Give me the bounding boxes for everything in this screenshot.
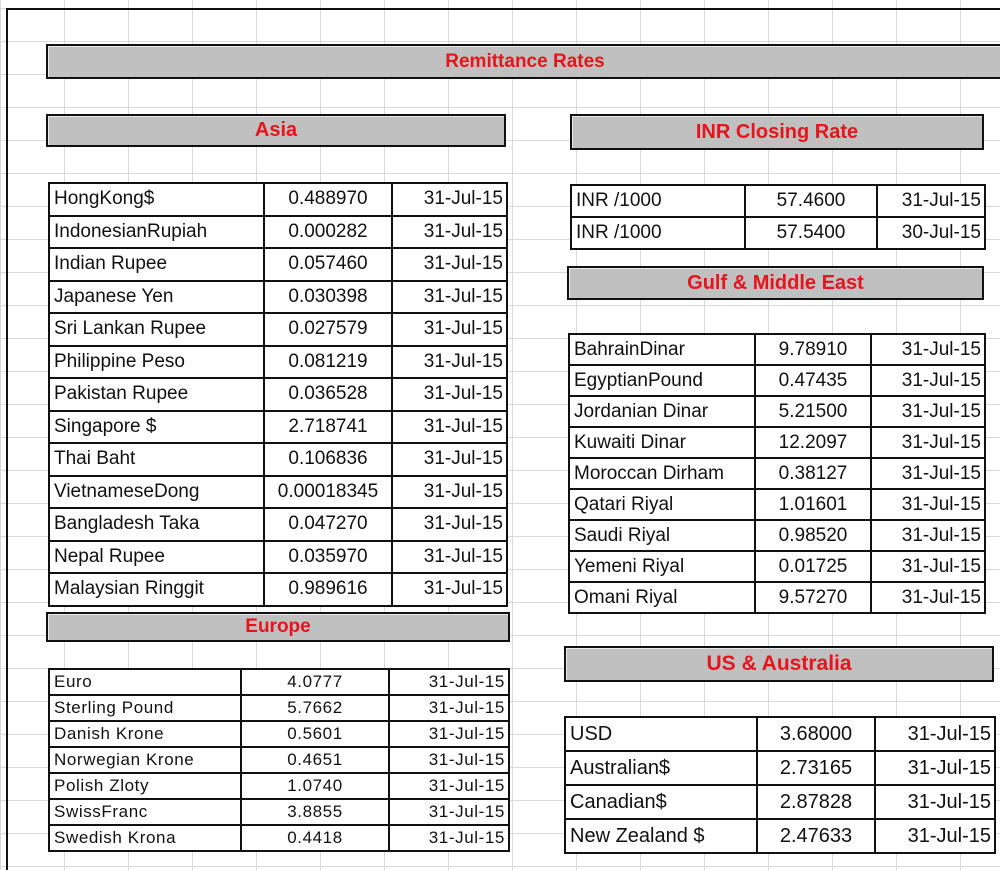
table-row (569, 551, 985, 582)
us-table (564, 716, 996, 854)
rate-cell: 1.0740 (241, 773, 389, 799)
currency-name-cell: New Zealand $ (565, 819, 757, 853)
page-title-text: Remittance Rates (445, 50, 605, 72)
page-title (46, 44, 1000, 79)
rate-cell: 0.081219 (264, 346, 392, 379)
currency-name-cell: Canadian$ (565, 785, 757, 819)
date-cell: 31-Jul-15 (389, 747, 509, 773)
date-cell: 31-Jul-15 (871, 458, 985, 489)
date-cell: 31-Jul-15 (875, 751, 995, 785)
rate-cell: 5.21500 (755, 396, 871, 427)
europe-table (48, 668, 510, 852)
rate-cell: 0.000282 (264, 216, 392, 249)
table-row (49, 747, 509, 773)
date-cell: 31-Jul-15 (392, 183, 507, 216)
currency-name-cell: Kuwaiti Dinar (569, 427, 755, 458)
rate-cell: 0.38127 (755, 458, 871, 489)
table-row (569, 396, 985, 427)
date-cell: 31-Jul-15 (871, 427, 985, 458)
inr-table (570, 184, 986, 250)
date-cell: 30-Jul-15 (877, 217, 985, 249)
date-cell: 31-Jul-15 (392, 346, 507, 379)
date-cell: 31-Jul-15 (392, 443, 507, 476)
date-cell: 31-Jul-15 (392, 411, 507, 444)
date-cell: 31-Jul-15 (389, 825, 509, 851)
table-row (49, 541, 507, 574)
gulf-table (568, 333, 986, 614)
table-row (49, 799, 509, 825)
table-row (569, 582, 985, 613)
rate-cell: 3.8855 (241, 799, 389, 825)
rate-cell: 2.47633 (757, 819, 875, 853)
table-row (565, 751, 995, 785)
rate-cell: 2.87828 (757, 785, 875, 819)
rate-cell: 0.036528 (264, 378, 392, 411)
table-row (49, 248, 507, 281)
date-cell: 31-Jul-15 (392, 378, 507, 411)
table-row (569, 520, 985, 551)
table-row (49, 825, 509, 851)
table-row (565, 717, 995, 751)
currency-name-cell: Norwegian Krone (49, 747, 241, 773)
rate-cell: 0.989616 (264, 573, 392, 606)
currency-name-cell: Australian$ (565, 751, 757, 785)
table-row (569, 334, 985, 365)
currency-name-cell: Polish Zloty (49, 773, 241, 799)
rate-cell: 3.68000 (757, 717, 875, 751)
table-row (49, 281, 507, 314)
rate-cell: 0.106836 (264, 443, 392, 476)
date-cell: 31-Jul-15 (871, 582, 985, 613)
date-cell: 31-Jul-15 (871, 489, 985, 520)
rate-cell: 0.00018345 (264, 476, 392, 509)
inr-heading (570, 114, 984, 150)
table-row (49, 669, 509, 695)
currency-name-cell: Philippine Peso (49, 346, 264, 379)
currency-name-cell: Yemeni Riyal (569, 551, 755, 582)
date-cell: 31-Jul-15 (875, 717, 995, 751)
table-row (49, 346, 507, 379)
currency-name-cell: Pakistan Rupee (49, 378, 264, 411)
date-cell: 31-Jul-15 (392, 541, 507, 574)
currency-name-cell: INR /1000 (571, 217, 745, 249)
date-cell: 31-Jul-15 (871, 520, 985, 551)
currency-name-cell: Bangladesh Taka (49, 508, 264, 541)
date-cell: 31-Jul-15 (871, 551, 985, 582)
table-row (49, 411, 507, 444)
inr-heading-text: INR Closing Rate (695, 120, 859, 143)
table-row (49, 378, 507, 411)
us-heading-text: US & Australia (706, 652, 852, 675)
table-row (49, 695, 509, 721)
date-cell: 31-Jul-15 (875, 785, 995, 819)
table-row (571, 185, 985, 217)
currency-name-cell: Nepal Rupee (49, 541, 264, 574)
table-row (49, 476, 507, 509)
date-cell: 31-Jul-15 (392, 281, 507, 314)
rate-cell: 0.4651 (241, 747, 389, 773)
table-row (565, 819, 995, 853)
date-cell: 31-Jul-15 (392, 476, 507, 509)
rate-cell: 57.4600 (745, 185, 877, 217)
table-row (49, 508, 507, 541)
rate-cell: 0.057460 (264, 248, 392, 281)
currency-name-cell: HongKong$ (49, 183, 264, 216)
rate-cell: 0.027579 (264, 313, 392, 346)
table-row (49, 183, 507, 216)
date-cell: 31-Jul-15 (392, 508, 507, 541)
gulf-heading (567, 266, 984, 300)
table-row (49, 443, 507, 476)
rate-cell: 9.78910 (755, 334, 871, 365)
table-row (49, 721, 509, 747)
currency-name-cell: Sterling Pound (49, 695, 241, 721)
date-cell: 31-Jul-15 (392, 573, 507, 606)
currency-name-cell: Japanese Yen (49, 281, 264, 314)
currency-name-cell: BahrainDinar (569, 334, 755, 365)
currency-name-cell: Jordanian Dinar (569, 396, 755, 427)
date-cell: 31-Jul-15 (875, 819, 995, 853)
currency-name-cell: INR /1000 (571, 185, 745, 217)
table-row (569, 489, 985, 520)
rate-cell: 1.01601 (755, 489, 871, 520)
rate-cell: 0.01725 (755, 551, 871, 582)
rate-cell: 2.718741 (264, 411, 392, 444)
currency-name-cell: Danish Krone (49, 721, 241, 747)
date-cell: 31-Jul-15 (392, 248, 507, 281)
currency-name-cell: USD (565, 717, 757, 751)
currency-name-cell: Moroccan Dirham (569, 458, 755, 489)
currency-name-cell: IndonesianRupiah (49, 216, 264, 249)
currency-name-cell: Sri Lankan Rupee (49, 313, 264, 346)
rate-cell: 0.5601 (241, 721, 389, 747)
currency-name-cell: Singapore $ (49, 411, 264, 444)
rate-cell: 0.030398 (264, 281, 392, 314)
date-cell: 31-Jul-15 (871, 334, 985, 365)
date-cell: 31-Jul-15 (392, 313, 507, 346)
date-cell: 31-Jul-15 (389, 695, 509, 721)
date-cell: 31-Jul-15 (392, 216, 507, 249)
europe-heading-text: Europe (245, 616, 311, 637)
currency-name-cell: Malaysian Ringgit (49, 573, 264, 606)
rate-cell: 0.98520 (755, 520, 871, 551)
date-cell: 31-Jul-15 (871, 365, 985, 396)
table-row (49, 573, 507, 606)
rate-cell: 0.488970 (264, 183, 392, 216)
currency-name-cell: Euro (49, 669, 241, 695)
date-cell: 31-Jul-15 (389, 773, 509, 799)
rate-cell: 0.4418 (241, 825, 389, 851)
rate-cell: 2.73165 (757, 751, 875, 785)
currency-name-cell: Swedish Krona (49, 825, 241, 851)
rate-cell: 4.0777 (241, 669, 389, 695)
asia-heading (46, 114, 506, 147)
date-cell: 31-Jul-15 (389, 799, 509, 825)
rate-cell: 9.57270 (755, 582, 871, 613)
currency-name-cell: SwissFranc (49, 799, 241, 825)
currency-name-cell: EgyptianPound (569, 365, 755, 396)
table-row (569, 458, 985, 489)
rate-cell: 0.047270 (264, 508, 392, 541)
currency-name-cell: Qatari Riyal (569, 489, 755, 520)
rate-cell: 0.47435 (755, 365, 871, 396)
date-cell: 31-Jul-15 (389, 721, 509, 747)
date-cell: 31-Jul-15 (871, 396, 985, 427)
date-cell: 31-Jul-15 (389, 669, 509, 695)
asia-table (48, 182, 508, 607)
gulf-heading-text: Gulf & Middle East (687, 271, 864, 294)
rate-cell: 5.7662 (241, 695, 389, 721)
currency-name-cell: Omani Riyal (569, 582, 755, 613)
currency-name-cell: Indian Rupee (49, 248, 264, 281)
currency-name-cell: VietnameseDong (49, 476, 264, 509)
asia-heading-text: Asia (254, 119, 298, 141)
table-row (49, 313, 507, 346)
table-row (569, 365, 985, 396)
table-row (569, 427, 985, 458)
table-row (49, 773, 509, 799)
table-row (565, 785, 995, 819)
table-row (571, 217, 985, 249)
europe-heading (46, 612, 510, 642)
rate-cell: 12.2097 (755, 427, 871, 458)
rate-cell: 0.035970 (264, 541, 392, 574)
table-row (49, 216, 507, 249)
rate-cell: 57.5400 (745, 217, 877, 249)
date-cell: 31-Jul-15 (877, 185, 985, 217)
currency-name-cell: Saudi Riyal (569, 520, 755, 551)
currency-name-cell: Thai Baht (49, 443, 264, 476)
us-heading (564, 646, 994, 682)
